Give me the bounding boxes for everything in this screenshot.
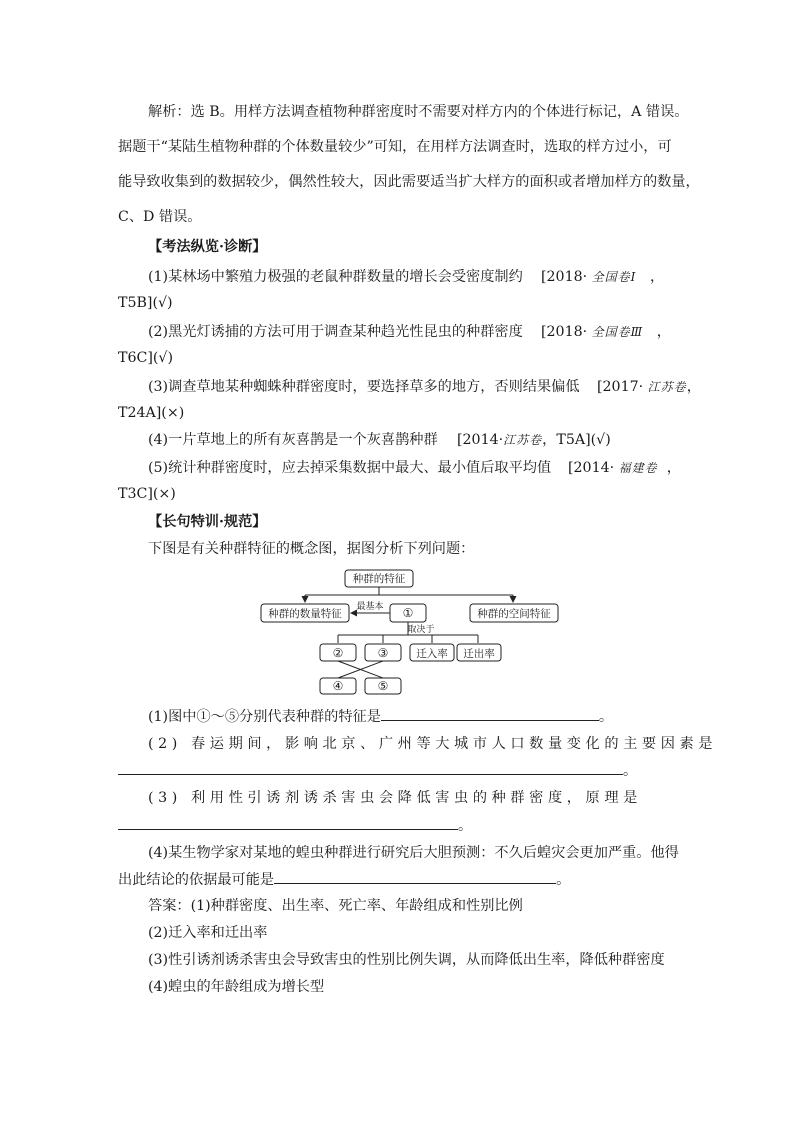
question-3-blank-line: 。 <box>118 815 472 836</box>
answer-2: (2)迁入率和迁出率 <box>148 925 268 941</box>
exam-item-source: [2014·江苏卷，T5A](√) <box>457 432 611 448</box>
analysis-line-1: 解析：选 B。用样方法调查植物种群密度时不需要对样方内的个体进行标记，A 错误。 <box>148 104 689 120</box>
node-5-label: ⑤ <box>377 679 389 693</box>
analysis-line-3: 能导致收集到的数据较少，偶然性较大，因此需要适当扩大样方的面积或者增加样方的数量， <box>118 174 700 190</box>
exam-item-ref: T3C](×) <box>118 486 176 502</box>
answer-blank[interactable] <box>118 760 623 775</box>
node-1-label: ① <box>402 606 414 620</box>
node-4-label: ④ <box>332 679 344 693</box>
question-3: (3) 利用性引诱剂诱杀害虫会降低害虫的种群密度，原理是 <box>148 790 642 806</box>
node-2-label: ② <box>332 646 344 660</box>
node-left-label: 种群的数量特征 <box>268 608 342 620</box>
node-3-label: ③ <box>377 646 389 660</box>
question-2: (2) 春运期间，影响北京、广州等大城市人口数量变化的主要因素是 <box>148 736 718 752</box>
exam-item-text: (5)统计种群密度时，应去掉采集数据中最大、最小值后取平均值 <box>148 460 552 476</box>
question-4-line-2: 出此结论的依据最可能是 。 <box>118 869 570 890</box>
analysis-line-2: 据题干“某陆生植物种群的个体数量较少”可知，在用样方法调查时，选取的样方过小，可 <box>118 139 672 155</box>
exam-item-text: (3)调查草地某种蜘蛛种群密度时，要选择草多的地方，否则结果偏低 <box>148 379 580 395</box>
node-out-rate-label: 迁出率 <box>463 648 495 660</box>
answer-blank[interactable] <box>381 706 599 721</box>
answer-3: (3)性引诱剂诱杀害虫会导致害虫的性别比例失调，从而降低出生率，降低种群密度 <box>148 952 665 968</box>
answer-blank[interactable] <box>274 869 556 884</box>
answer-1: 答案：(1)种群密度、出生率、死亡率、年龄组成和性别比例 <box>148 898 523 914</box>
arrow-label: 最基本 <box>356 602 384 612</box>
question-2-blank-line: 。 <box>118 760 637 781</box>
exam-item-source: [2014· 福建卷 ， <box>568 460 681 476</box>
exam-item-ref: T24A](×) <box>118 405 185 421</box>
analysis-line-4: C、D 错误。 <box>118 209 202 225</box>
exam-item-ref: T5B](√) <box>118 295 173 311</box>
long-section-heading: 【长句特训·规范】 <box>148 514 267 530</box>
question-1: (1)图中①～⑤分别代表种群的特征是 。 <box>148 706 613 727</box>
population-concept-diagram <box>250 565 560 700</box>
exam-item-source: [2017· 江苏卷， <box>597 379 701 395</box>
node-top-label: 种群的特征 <box>352 573 406 585</box>
node-in-rate-label: 迁入率 <box>416 648 448 660</box>
answer-blank[interactable] <box>118 815 458 830</box>
exam-item-text: (4)一片草地上的所有灰喜鹊是一个灰喜鹊种群 <box>148 432 438 448</box>
answer-4: (4)蝗虫的年龄组成为增长型 <box>148 979 325 995</box>
exam-item-ref: T6C](√) <box>118 350 173 366</box>
long-section-intro: 下图是有关种群特征的概念图，据图分析下列问题： <box>148 541 475 557</box>
question-4-line-1: (4)某生物学家对某地的蝗虫种群进行研究后大胆预测：不久后蝗灾会更加严重。他得 <box>148 845 679 861</box>
exam-item-text: (1)某林场中繁殖力极强的老鼠种群数量的增长会受密度制约 <box>148 269 523 285</box>
node-right-label: 种群的空间特征 <box>477 608 551 620</box>
exam-item-text: (2)黑光灯诱捕的方法可用于调查某种趋光性昆虫的种群密度 <box>148 324 523 340</box>
exam-item-source: [2018· 全国卷Ⅲ ， <box>541 324 671 340</box>
exam-section-heading: 【考法纵览·诊断】 <box>148 239 267 255</box>
decide-label: 取决于 <box>407 625 435 635</box>
exam-item-source: [2018· 全国卷Ⅰ ， <box>541 269 665 285</box>
